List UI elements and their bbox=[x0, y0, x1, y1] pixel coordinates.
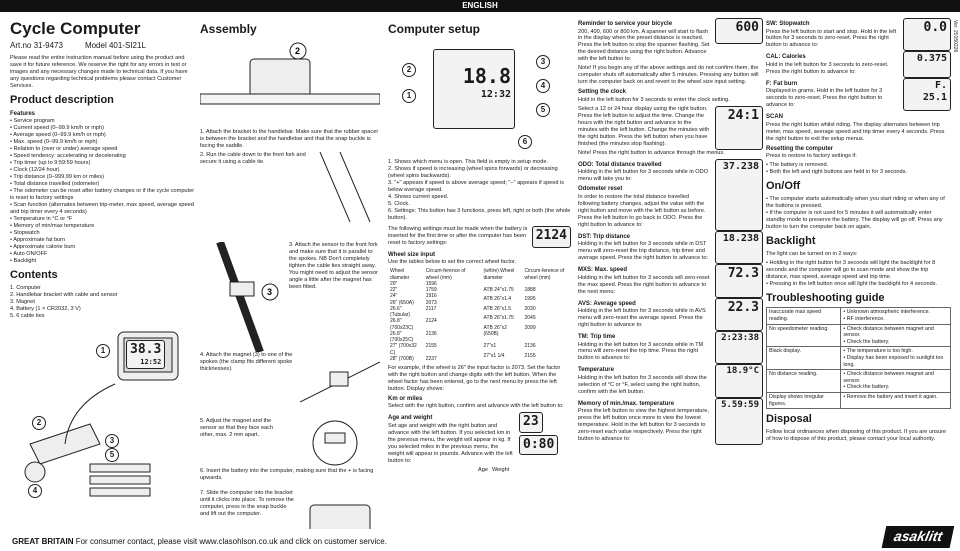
backlight-list bbox=[766, 260, 951, 288]
feature-item: • Auto ON/OFF bbox=[10, 251, 195, 258]
table-header: Circum-ference of wheel (mm) bbox=[425, 268, 466, 281]
part-5-marker: 5 bbox=[105, 448, 119, 462]
fat-text: Displayed in grams. Hold in the left button for 3 seconds to zero-reset. Press the right button to advance to: bbox=[766, 88, 883, 109]
table-cell: • Unknown atmospheric interference. • RF interference. bbox=[841, 308, 951, 324]
model-number: Model 401-SI21L bbox=[84, 41, 146, 51]
table-cell: ATB 26"x1.75 bbox=[483, 315, 514, 322]
table-row bbox=[482, 353, 572, 362]
product-description-heading: Product description bbox=[10, 94, 114, 107]
setup-list bbox=[388, 159, 571, 222]
setup-item: 6. Settings: This button has 3 functions, press left, right or both (the whole button). bbox=[388, 207, 571, 221]
odo-reset-text: In order to restore the total distance travelled following battery changes, adjust the value with the right button and move with the left button as before. Press the left button to go back to ODO. Press the right button to advance to: bbox=[578, 193, 706, 228]
sw-heading: SW: Stopwatch bbox=[766, 21, 810, 27]
step-6: 6. Insert the battery into the computer, making sure that the + is facing upwards. bbox=[200, 467, 374, 481]
reset-intro: Press to restore to factory settings if: bbox=[766, 153, 857, 160]
table-cell: 28" (700B) bbox=[390, 355, 414, 362]
callout-2: 1 bbox=[402, 89, 416, 103]
onoff-item: • If the computer is not used for 5 minutes it will automatically enter standby mode to preserve the battery. The display will go off. Press any button to turn the computer back on again. bbox=[766, 210, 951, 231]
sw-text: Press the left button to start and stop. Hold in the left button for 3 seconds to zero-reset. Press the right button to advance to: bbox=[766, 28, 897, 49]
step-3-row bbox=[200, 242, 380, 352]
table-cell: Inaccurate max speed reading. bbox=[767, 308, 841, 324]
avs-value: 22.3 bbox=[727, 299, 759, 315]
table-row bbox=[482, 343, 572, 352]
step-2-row bbox=[200, 152, 380, 222]
reset-row bbox=[388, 226, 571, 249]
table-cell: 2030 bbox=[524, 305, 536, 312]
table-row bbox=[388, 331, 478, 344]
version-label: Ver. 20150226 bbox=[952, 20, 958, 53]
mxs-display bbox=[715, 264, 763, 297]
table-cell: 2124 bbox=[425, 318, 437, 325]
table-cell: 22" bbox=[390, 287, 398, 294]
reset-heading: Resetting the computer bbox=[766, 145, 834, 152]
feature-item: • Max. speed (0–99.9 km/h or mph) bbox=[10, 139, 195, 146]
setup-clock: 12:32 bbox=[480, 89, 511, 100]
sw-row bbox=[766, 18, 951, 51]
feature-item: • The odometer can be reset after battery changes or if the cycle computer is reset to factory settings bbox=[10, 188, 195, 202]
display-speed: 38.3 bbox=[130, 341, 162, 357]
table-cell: 26" (650A) bbox=[390, 299, 414, 306]
table-row bbox=[482, 287, 572, 296]
feature-item: • Temperature in °C or °F bbox=[10, 216, 195, 223]
setup-item: 1. Shows which menu is open. This field is empty in setup mode. bbox=[388, 159, 549, 165]
mem-display bbox=[715, 398, 763, 445]
step-2: 2. Run the cable down to the front fork and secure it using a cable tie. bbox=[200, 151, 306, 165]
column-functions bbox=[766, 18, 951, 529]
assembly-heading: Assembly bbox=[200, 22, 257, 36]
backlight-item: • Pressing in the left button once will light the backlight for 4 seconds. bbox=[766, 281, 951, 288]
dst-display bbox=[715, 231, 763, 264]
disposal-heading: Disposal bbox=[766, 413, 812, 426]
clock-heading: Setting the clock bbox=[578, 89, 627, 96]
setup-display bbox=[433, 49, 515, 129]
table-row bbox=[482, 325, 572, 344]
feature-item: • Relation to (over or under) average speed bbox=[10, 146, 195, 153]
scan-text: Press the right button whilst riding. The display alternates between trip meter, max speed, average speed and trip timer every 4 seconds. Press the right button to exit the setup menus. bbox=[766, 121, 945, 142]
mount-drawing bbox=[300, 490, 380, 529]
setup-item: 4. Shows current speed. bbox=[388, 193, 449, 200]
fork-drawing bbox=[310, 152, 380, 222]
feature-item: • Speed tendency: accelerating or decelerating bbox=[10, 153, 195, 160]
svg-text:2: 2 bbox=[295, 46, 301, 56]
part-3-marker: 3 bbox=[105, 434, 119, 448]
feature-item: • Clock (12/24 hour) bbox=[10, 167, 195, 174]
table-cell: • Check distance between magnet and sensor. • Check the battery. bbox=[841, 324, 951, 347]
magnet-drawing bbox=[300, 352, 380, 412]
assembly-drawing-1 bbox=[200, 39, 380, 129]
table-cell: ATB 24"x1.75 bbox=[483, 287, 514, 294]
setup-speed: 18.8 bbox=[462, 64, 511, 88]
feature-item: • Memory of min/max temperature bbox=[10, 223, 195, 230]
sw-value: 0.0 bbox=[923, 20, 947, 35]
note-2: Note! Press the right button to advance through the menus. bbox=[578, 149, 725, 156]
table-cell: 1596 bbox=[425, 280, 437, 287]
odo-value: 37.238 bbox=[722, 160, 759, 172]
example-text: For example, if the wheel is 26" the input factor is 2073. Set the factor with the right button and change digits with the left button. When the wheel factor has been entered, go to the next menu by press the left button. Display shows: bbox=[388, 365, 561, 392]
table-row bbox=[482, 306, 572, 315]
odo-text: Holding in the left button for 3 seconds while in ODO menu will take you to: bbox=[578, 169, 708, 183]
wheel-tables bbox=[388, 268, 571, 362]
table-cell: 20" bbox=[390, 280, 398, 287]
age-heading: Age and weight bbox=[388, 415, 433, 422]
part-1-marker: 1 bbox=[96, 344, 110, 358]
table-row bbox=[388, 318, 478, 331]
feature-item: • Current speed (0–99.9 km/h or mph) bbox=[10, 125, 195, 132]
cal-value: 0.375 bbox=[916, 53, 947, 65]
column-intro bbox=[10, 18, 195, 529]
feature-item: • Average speed (0–99.9 km/h or mph) bbox=[10, 132, 195, 139]
reminder-display bbox=[715, 18, 763, 44]
table-row bbox=[767, 308, 951, 324]
clock-value: 24:1 bbox=[727, 107, 759, 123]
avs-display bbox=[715, 298, 763, 331]
table-cell: 2155 bbox=[425, 343, 437, 350]
avs-text: Holding in the left button for 3 seconds while in AVS menu will zero-reset the average speed. Press the right button to advance to: bbox=[578, 308, 706, 329]
setup-heading: Computer setup bbox=[388, 22, 481, 36]
tm-display bbox=[715, 331, 763, 364]
table-row bbox=[767, 370, 951, 393]
footer bbox=[0, 531, 960, 551]
language-label: ENGLISH bbox=[462, 1, 498, 10]
table-header: Wheel diameter bbox=[390, 268, 410, 281]
wheel-text: Use the tables below to set the correct wheel factor. bbox=[388, 259, 517, 266]
reminder-value: 600 bbox=[735, 20, 759, 35]
alignment-drawing bbox=[290, 418, 380, 468]
odo-display bbox=[715, 159, 763, 231]
mxs-value: 72.3 bbox=[727, 266, 759, 282]
age-labels bbox=[388, 467, 571, 474]
sw-display bbox=[903, 18, 951, 51]
avs-heading: AVS: Average speed bbox=[578, 300, 636, 307]
fat-heading: F: Fat burn bbox=[766, 80, 798, 87]
temp-value: 18.9°C bbox=[726, 366, 759, 377]
table-row bbox=[388, 343, 478, 356]
weight-value: 0:80 bbox=[523, 436, 555, 452]
tm-value: 2:23:38 bbox=[721, 333, 759, 343]
table-cell: 1888 bbox=[524, 287, 536, 294]
fat-value: F. 25.1 bbox=[922, 79, 947, 104]
odo-heading: ODO: Total distance travelled bbox=[578, 161, 662, 168]
dst-heading: DST: Trip distance bbox=[578, 233, 631, 240]
features-heading: Features bbox=[10, 110, 36, 117]
step-5: 5. Adjust the magnet and the sensor so that they face each other, max. 2 mm apart. bbox=[200, 417, 274, 438]
column-menus bbox=[578, 18, 763, 529]
table-row bbox=[767, 324, 951, 347]
tm-row bbox=[578, 331, 763, 364]
contents-item: 2. Handlebar bracket with cable and sensor bbox=[10, 291, 118, 298]
backlight-heading: Backlight bbox=[766, 234, 816, 247]
table-cell: 2099 bbox=[524, 324, 536, 331]
table-cell: 27" (700x32 C) bbox=[390, 343, 417, 356]
avs-row bbox=[578, 298, 763, 331]
backlight-text: The light can be turned on in 2 ways: bbox=[766, 250, 858, 257]
setup-item: 5. Clock. bbox=[388, 200, 410, 207]
part-2-marker: 2 bbox=[32, 416, 46, 430]
table-cell: 26.8" (700x23C) bbox=[390, 318, 414, 331]
trouble-table bbox=[766, 307, 951, 409]
table-cell: No speedometer reading. bbox=[767, 324, 841, 347]
mxs-text: Holding in the left button for 3 seconds will zero-reset the max speed. Press the right button to advance to the next menu: bbox=[578, 274, 710, 295]
setup-item: 2. Shows if speed is increasing (wheel spins forwards) or decreasing (wheel spins backwards). bbox=[388, 165, 558, 179]
temp-display bbox=[715, 364, 763, 397]
backlight-item: • Holding in the right button for 3 seconds will light the backlight for 8 seconds and the computer will go to scan mode and show the trip distance, max speed, average speed and trip time. bbox=[766, 260, 951, 281]
cal-heading: CAL: Calories bbox=[766, 54, 806, 61]
age-row bbox=[388, 412, 571, 466]
clock-row bbox=[578, 106, 763, 150]
wheel-table-right bbox=[482, 268, 572, 362]
footer-contact: For consumer contact, please visit www.clasohlson.co.uk and click on customer service. bbox=[75, 537, 387, 546]
table-cell: • The temperature is too high. • Display has been exposed to sunlight too long. bbox=[841, 347, 951, 370]
callout-6: 6 bbox=[518, 135, 532, 149]
table-cell: 2237 bbox=[425, 355, 437, 362]
contents-item: 5. 6 cable ties bbox=[10, 312, 45, 319]
cal-display bbox=[903, 51, 951, 77]
setup-diagram bbox=[388, 39, 571, 159]
table-cell: • Remove the battery and insert it again. bbox=[841, 393, 951, 409]
reset-text: The following settings must be made when the battery is inserted for the first time or after the computer has been reset to factory settings: bbox=[388, 225, 528, 246]
step-7-row bbox=[200, 490, 380, 529]
step-3: 3. Attach the sensor to the front fork and make sure that it is parallel to the spokes. NB Don't completely tighten the cable ties straight away. You might need to adjust the sensor angle a little after the magnet has been fitted. bbox=[289, 241, 379, 290]
callout-4: 4 bbox=[536, 79, 550, 93]
temp-text: Holding in the left button for 3 seconds will show the selection of °C or °F, select using the right button, confirm with the left button. bbox=[578, 374, 707, 395]
mem-value: 5.59:59 bbox=[721, 399, 759, 410]
km-heading: Km or miles bbox=[388, 395, 423, 402]
table-row bbox=[482, 315, 572, 324]
table-cell: 24" bbox=[390, 293, 398, 300]
tm-text: Holding in the left button for 3 seconds while in TM menu will zero-reset the trip time. Press the right button to advance to: bbox=[578, 341, 704, 362]
article-info bbox=[10, 41, 195, 51]
table-cell: 27"x1 1/4 bbox=[483, 352, 505, 359]
table-cell: No distance reading. bbox=[767, 370, 841, 393]
contents-item: 4. Battery (1 × CR2032, 3 V) bbox=[10, 305, 81, 312]
footer-country: GREAT BRITAIN bbox=[12, 537, 74, 546]
table-cell: ATB 26"x1.5 bbox=[483, 305, 512, 312]
onoff-item: • The computer starts automatically when you start riding or when any of the buttons is pressed. bbox=[766, 196, 951, 210]
column-assembly bbox=[200, 18, 380, 529]
clock-text: Hold in the left button for 3 seconds to enter the clock setting. bbox=[578, 96, 730, 103]
step-4: 4. Attach the magnet (3) to one of the spokes (the clamp fits different spoke thicknesses). bbox=[200, 351, 293, 372]
feature-item: • Trip timer (up to 9:59:59 hours) bbox=[10, 160, 195, 167]
temp-heading: Temperature bbox=[578, 367, 614, 374]
step-4-row bbox=[200, 352, 380, 412]
feature-item: • Scan function (alternates between trip-meter, max speed, average speed and trip timer every 4 seconds) bbox=[10, 202, 195, 216]
scan-heading: SCAN bbox=[766, 114, 784, 121]
callout-5: 5 bbox=[536, 103, 550, 117]
step-1: 1. Attach the bracket to the handlebar. Make sure that the rubber spacer is between the bracket and the handlebar and that the snap buckle is facing the saddle. bbox=[200, 129, 379, 149]
callout-1: 2 bbox=[402, 63, 416, 77]
odo-row bbox=[578, 159, 763, 231]
contents-heading: Contents bbox=[10, 269, 58, 282]
brand-logo: asaklitt bbox=[881, 526, 954, 548]
cal-text: Hold in the left button for 3 seconds to zero-reset. Press the right button to advance to: bbox=[766, 61, 889, 75]
wheel-heading: Wheel size input bbox=[388, 251, 436, 258]
table-cell: Black display. bbox=[767, 347, 841, 370]
feature-item: • Approximate fat burn bbox=[10, 237, 195, 244]
reset-display-value: 2124 bbox=[535, 227, 567, 243]
temp-row bbox=[578, 364, 763, 397]
age-text: Set age and weight with the right button and advance with the left button. If you selected km in the previous menu, the weight will appear in kg. If you selected miles in the previous menu, the weight will appear in pounds. Advance with the left button to: bbox=[388, 422, 513, 464]
table-cell: 1916 bbox=[425, 293, 437, 300]
table-cell: 1759 bbox=[425, 287, 437, 294]
table-cell: ATB 26"x2 (650B) bbox=[483, 324, 507, 337]
mem-text: Press the left button to view the highest temperature, press the left button once more to view the lowest temperature. Hold in the left button for 3 seconds to zero-reset each value respectively. Press the right button to advance to: bbox=[578, 408, 709, 443]
language-bar bbox=[0, 0, 960, 12]
table-cell: 1995 bbox=[524, 296, 536, 303]
feature-item: • Approximate calorie burn bbox=[10, 244, 195, 251]
mem-heading: Memory of min./max. temperature bbox=[578, 400, 675, 407]
table-cell: 26.6" (Tubular) bbox=[390, 305, 411, 319]
svg-text:3: 3 bbox=[267, 286, 273, 297]
table-cell: 2155 bbox=[524, 352, 536, 359]
table-cell: ATB 26"x1.4 bbox=[483, 296, 512, 303]
reset-item: • The battery is removed. bbox=[766, 162, 951, 169]
age-displays bbox=[519, 412, 571, 466]
intro-text: Please read the entire instruction manual before using the product and save it for future reference. We reserve the right for any errors in text or images and any necessary changes made to technical data. If you have any questions regarding technical problems please contact Customer Services. bbox=[10, 55, 188, 90]
table-row bbox=[767, 393, 951, 409]
mxs-heading: MXS: Max. speed bbox=[578, 267, 628, 274]
feature-item: • Stopwatch bbox=[10, 230, 195, 237]
table-cell: 2045 bbox=[524, 315, 536, 322]
table-cell: • Check distance between magnet and sensor. • Check the battery. bbox=[841, 370, 951, 393]
clock-steps: Select a 12 or 24 hour display using the right button. Press the left button to adjust the time. Change the hours with the right button and advance to the minutes with the left button. Change the minutes with the right button. Press the left button when you have finished (the minutes stop flashing). bbox=[578, 105, 710, 147]
dst-text: Holding in the left button for 3 seconds while in DST menu will zero-reset the trip distance, trip timer and average speed. Press the right button to advance to: bbox=[578, 241, 708, 262]
reset-list bbox=[766, 162, 951, 176]
step-7: 7. Slide the computer into the bracket until it clicks into place. To remove the computer, press in the snap buckle and lift out the computer. bbox=[200, 489, 294, 517]
feature-item: • Service program bbox=[10, 118, 195, 125]
contents-item: 3. Magnet bbox=[10, 298, 35, 305]
dst-row bbox=[578, 231, 763, 264]
trouble-heading: Troubleshooting guide bbox=[766, 291, 885, 304]
table-cell: 27"x1 bbox=[483, 343, 497, 350]
weight-label: Weight bbox=[491, 466, 510, 473]
age-display bbox=[519, 412, 543, 432]
callout-3: 3 bbox=[536, 55, 550, 69]
reminder-text: 200, 400, 600 or 800 km. A spanner will start to flash in the display when the preset distance is reached. Press the left button to stop the spanner flashing. Set the desired distance using the right button. Advance with the left button to: bbox=[578, 28, 710, 63]
clock-display bbox=[715, 106, 763, 150]
setup-item: 3. "+" appears if speed is above average speed; "–" appears if speed is below average speed. bbox=[388, 179, 565, 193]
table-cell: Display shows irregular figures. bbox=[767, 393, 841, 409]
feature-item: • Backlight bbox=[10, 258, 195, 265]
dst-value: 18.238 bbox=[722, 232, 759, 244]
table-header: Circum-ference of wheel (mm) bbox=[524, 268, 565, 281]
column-setup bbox=[388, 18, 571, 529]
step-5-row bbox=[200, 418, 380, 468]
table-cell: 2136 bbox=[524, 343, 536, 350]
contents-list bbox=[10, 285, 195, 320]
mxs-row bbox=[578, 264, 763, 297]
odo-reset-heading: Odometer reset bbox=[578, 186, 623, 193]
feature-item: • Trip distance (0–999.99 km or miles) bbox=[10, 174, 195, 181]
table-cell: 2073 bbox=[425, 299, 437, 306]
table-header: (w/tire) Wheel diameter bbox=[483, 268, 515, 281]
feature-item: • Total distance travelled (odometer) bbox=[10, 181, 195, 188]
wheel-table-left bbox=[388, 268, 478, 362]
tm-heading: TM: Trip time bbox=[578, 334, 616, 340]
cal-row bbox=[766, 51, 951, 77]
table-cell: 26.8" (700x25C) bbox=[390, 330, 414, 344]
part-4-marker: 4 bbox=[28, 484, 42, 498]
table-row bbox=[482, 296, 572, 305]
fat-display bbox=[903, 78, 951, 111]
table-cell: 2117 bbox=[425, 305, 437, 312]
mem-row bbox=[578, 398, 763, 445]
disposal-text: Follow local ordinances when disposing of this product. If you are unsure of how to dispose of this product, please contact your local authority. bbox=[766, 429, 947, 443]
page-title: Cycle Computer bbox=[10, 19, 141, 38]
note-1: Note! If you begin any of the above settings and do not confirm them, the computer shuts off automatically after 5 minutes. Pressing any button will turn the computer back on and revert to the wheel size input setting. bbox=[578, 65, 759, 86]
contents-illustration bbox=[10, 324, 195, 504]
km-text: Select with the right button, confirm and advance with the left button to: bbox=[388, 403, 564, 410]
display-time: 12:52 bbox=[140, 358, 162, 367]
table-row bbox=[767, 347, 951, 370]
table-row bbox=[388, 306, 478, 319]
table-cell: 2136 bbox=[425, 330, 437, 337]
reminder-heading: Reminder to service your bicycle bbox=[578, 21, 673, 27]
age-value: 23 bbox=[523, 414, 539, 430]
onoff-list bbox=[766, 196, 951, 231]
reset-display bbox=[532, 226, 571, 248]
onoff-heading: On/Off bbox=[766, 180, 801, 193]
weight-display bbox=[519, 435, 558, 455]
contents-item: 1. Computer bbox=[10, 284, 41, 291]
sensor-drawing bbox=[200, 242, 285, 352]
age-label: Age bbox=[478, 466, 488, 473]
computer-display bbox=[126, 340, 165, 369]
fat-row bbox=[766, 78, 951, 111]
table-row bbox=[388, 356, 478, 362]
features-list bbox=[10, 118, 195, 265]
reminder-row bbox=[578, 18, 763, 65]
article-number: Art.no 31-9473 bbox=[10, 41, 63, 51]
reset-item: • Both the left and right buttons are held in for 3 seconds. bbox=[766, 169, 951, 176]
